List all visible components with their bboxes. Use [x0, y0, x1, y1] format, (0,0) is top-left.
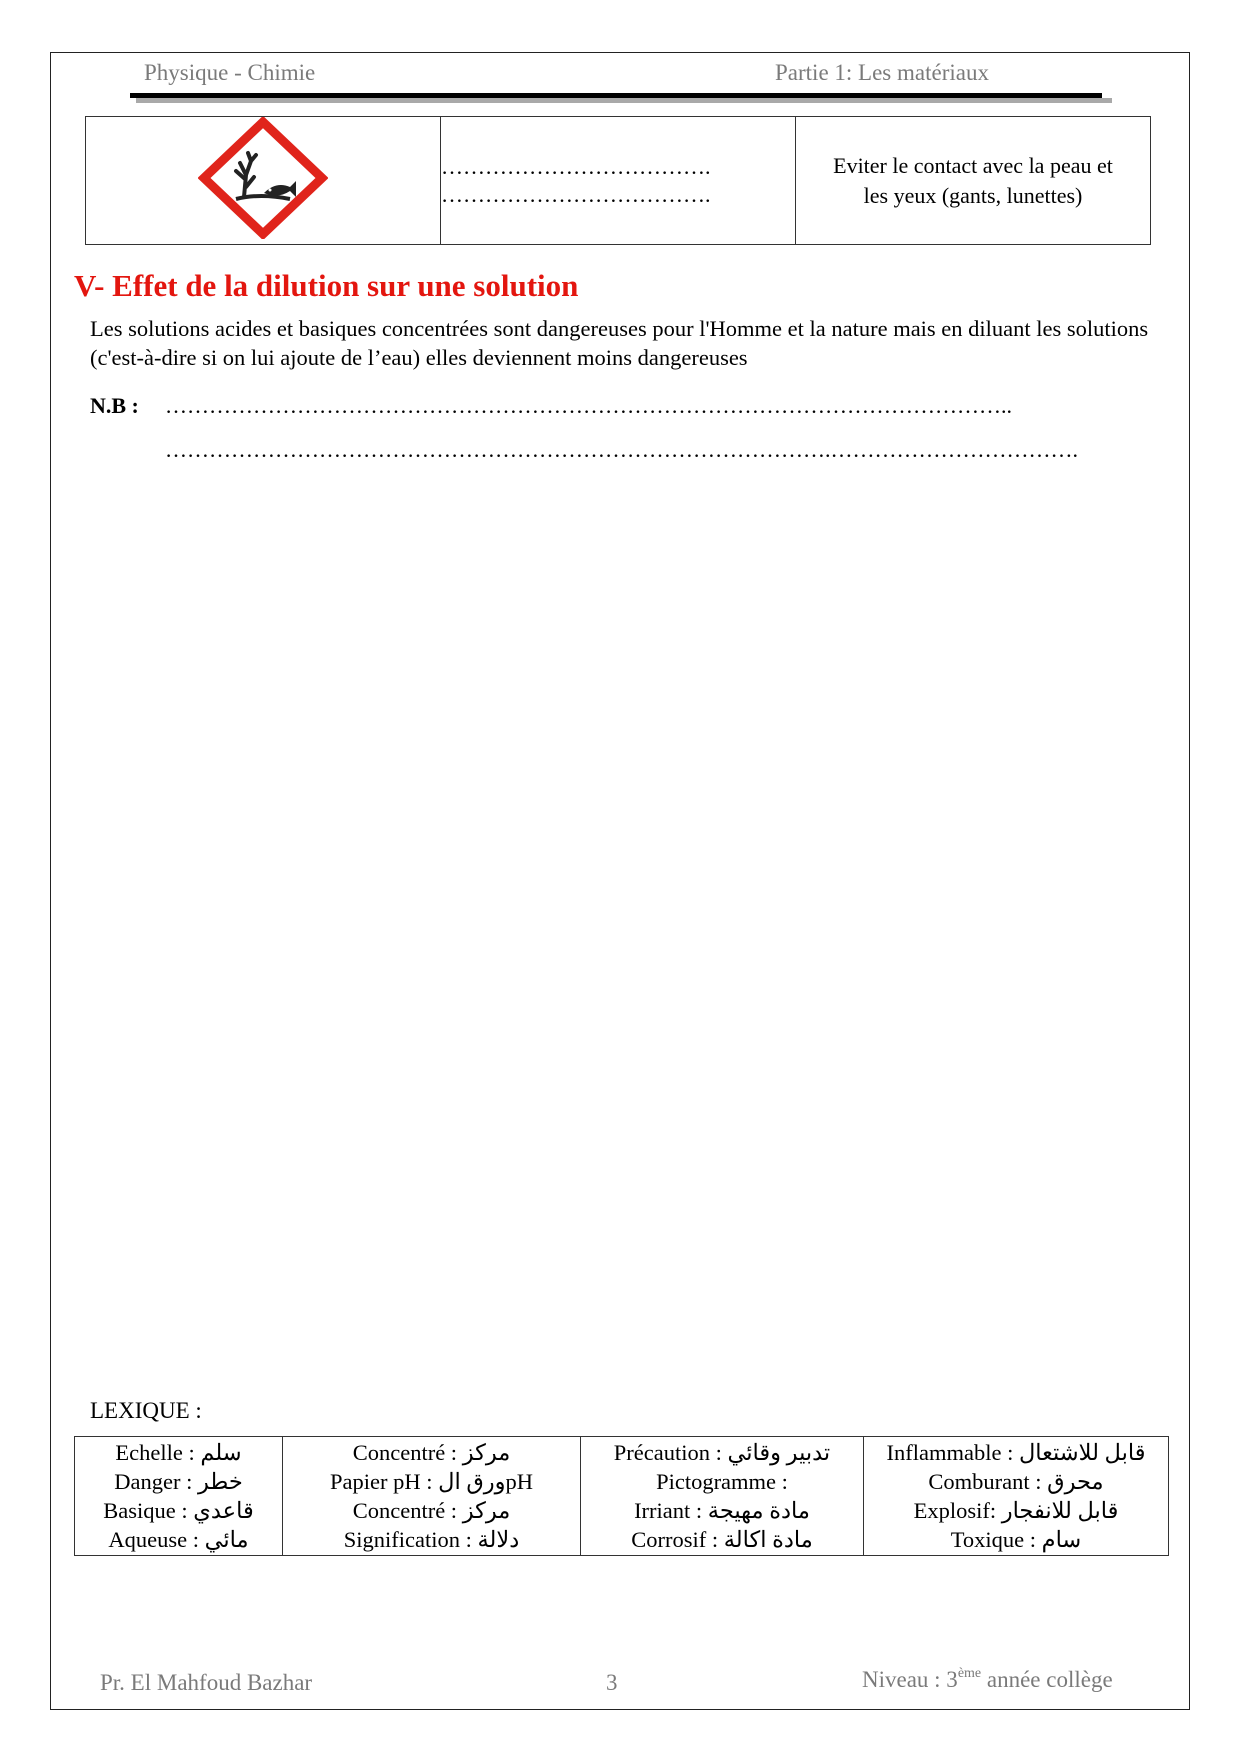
lexique-term: Explosif: قابل للانفجار — [913, 1498, 1119, 1523]
lexique-column-2 — [283, 1437, 581, 1556]
section-paragraph: Les solutions acides et basiques concentrées sont dangereuses pour l'Homme et la nature mais en diluant les solutions (c'est-à-dire si on lui ajoute de l’eau) elles deviennent moins dangereuses — [90, 316, 1149, 370]
lexique-column-1 — [75, 1437, 283, 1556]
lexique-term: Signification : دلالة — [343, 1527, 520, 1552]
precaution-line-1: Eviter le contact avec la peau et — [833, 152, 1113, 178]
lexique-term: Basique : قاعدي — [103, 1498, 254, 1523]
lexique-term: Concentré : مركز — [352, 1498, 511, 1523]
lexique-column-3 — [581, 1437, 864, 1556]
nb-dots-line-2: ……………………………………………………………………………….……………………………. — [165, 437, 1078, 462]
lexique-term: Danger : خطر — [114, 1469, 243, 1494]
footer-level — [862, 1666, 1113, 1693]
nb-dots-line-1: …………………………………………………………………………………………………….. — [165, 393, 1012, 418]
lexique-title: LEXIQUE : — [90, 1398, 202, 1423]
effects-cell — [441, 117, 796, 245]
lexique-term: Inflammable : قابل للاشتعال — [886, 1440, 1146, 1465]
environment-hazard-icon — [198, 117, 328, 239]
footer-author: Pr. El Mahfoud Bazhar — [100, 1670, 313, 1695]
lexique-term: Papier pH : ورق الpH — [329, 1469, 534, 1494]
lexique-term: Concentré : مركز — [352, 1440, 511, 1465]
footer-level-sup: ème — [957, 1666, 982, 1681]
footer-level-suffix: année collège — [981, 1667, 1113, 1692]
pictogram-cell — [86, 117, 441, 245]
footer-page-number: 3 — [606, 1670, 618, 1695]
lexique-term: Comburant : محرق — [928, 1469, 1104, 1494]
precaution-line-2: les yeux (gants, lunettes) — [863, 182, 1083, 208]
header-subject: Physique - Chimie — [144, 60, 316, 85]
dots-line-2: ………………………………. — [441, 181, 711, 207]
nb-label: N.B : — [90, 393, 139, 418]
lexique-term: Toxique : سام — [950, 1527, 1082, 1552]
precaution-cell — [796, 117, 1151, 245]
section-title: V- Effet de la dilution sur une solution — [74, 268, 579, 303]
dots-line-1: ………………………………. — [441, 153, 711, 179]
hazard-row — [86, 117, 1151, 245]
lexique-row — [75, 1437, 1169, 1556]
lexique-term: Irriant : مادة مهيجة — [634, 1498, 810, 1523]
footer-level-prefix: Niveau : 3 — [862, 1667, 958, 1692]
lexique-column-4 — [864, 1437, 1169, 1556]
header-part: Partie 1: Les matériaux — [775, 60, 989, 85]
lexique-term: Pictogramme : — [656, 1469, 788, 1494]
lexique-table — [74, 1436, 1169, 1556]
lexique-term: Corrosif : مادة اكالة — [631, 1527, 813, 1552]
lexique-term: Précaution : تدبير وقائي — [613, 1440, 831, 1465]
lexique-term: Echelle : سلم — [115, 1440, 242, 1465]
header-rule-shadow — [136, 98, 1112, 103]
hazard-table — [85, 116, 1151, 245]
lexique-term: Aqueuse : مائي — [108, 1527, 249, 1552]
